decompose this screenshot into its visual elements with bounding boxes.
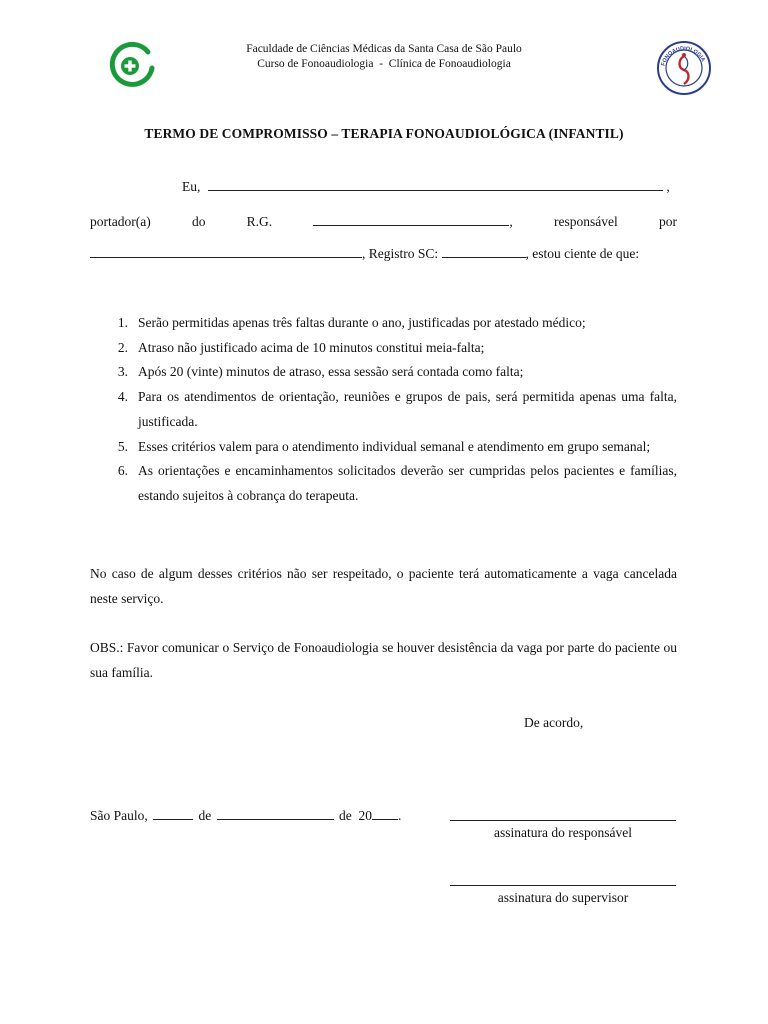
de-label-2: de 20 <box>335 808 373 823</box>
month-blank-field[interactable] <box>217 807 334 820</box>
seal-text: FONOAUDIOLOGIA <box>660 45 706 67</box>
list-item <box>90 459 677 508</box>
day-blank-field[interactable] <box>153 807 193 820</box>
name-blank-field[interactable] <box>208 178 663 191</box>
list-item-number: 6. <box>117 463 128 479</box>
list-item-number: 4. <box>117 389 128 405</box>
header-line-2: Curso de Fonoaudiologia - Clínica de Fonoaudiologia <box>257 58 511 70</box>
responsavel-signature-block <box>450 808 676 841</box>
list-item-number: 2. <box>117 339 128 355</box>
list-item <box>90 336 677 361</box>
document-title: TERMO DE COMPROMISSO – TERAPIA FONOAUDIOLÓGICA (INFANTIL) <box>144 126 624 141</box>
registro-label: , Registro SC: <box>362 246 442 261</box>
list-item-number: 3. <box>117 364 128 380</box>
rg-label: R.G. <box>246 214 273 229</box>
por-label: por <box>658 214 677 229</box>
de-label-1: de <box>195 808 215 823</box>
header-line-1: Faculdade de Ciências Médicas da Santa Casa de São Paulo <box>246 43 522 55</box>
list-item-text: Esses critérios valem para o atendimento individual semanal e atendimento em grupo semanal; <box>138 438 651 454</box>
list-item-number: 1. <box>117 315 128 330</box>
list-item <box>90 360 677 385</box>
year-blank-field[interactable] <box>372 807 398 820</box>
ciente-label: , estou ciente de que: <box>525 246 640 261</box>
list-item <box>90 311 677 336</box>
portador-label: portador(a) <box>90 214 151 229</box>
registro-blank-field[interactable] <box>442 245 526 258</box>
date-period: . <box>398 808 402 823</box>
responsavel-signature-line[interactable] <box>450 808 676 821</box>
rg-comma: , <box>509 214 513 229</box>
obs-paragraph: OBS.: Favor comunicar o Serviço de Fonoaudiologia se houver desistência da vaga por parte do paciente ou sua família. <box>90 640 677 680</box>
rules-list <box>90 311 677 509</box>
agreement-text: De acordo, <box>524 715 584 730</box>
list-item <box>90 385 677 434</box>
supervisor-signature-block <box>450 873 676 906</box>
list-item-text: Após 20 (vinte) minutos de atraso, essa sessão será contada como falta; <box>138 364 524 380</box>
list-item-text: Para os atendimentos de orientação, reuniões e grupos de pais, será permitida apenas uma falta, justificada. <box>138 389 677 429</box>
responsavel-signature-label: assinatura do responsável <box>494 825 632 840</box>
name-line <box>182 178 670 195</box>
fonoaudiologia-seal-icon <box>656 40 712 96</box>
responsavel-label: responsável <box>553 214 618 229</box>
patient-line <box>90 245 639 262</box>
rg-blank-field[interactable] <box>313 213 509 226</box>
comma-text: , <box>666 179 670 194</box>
list-item <box>90 435 677 460</box>
list-item-number: 5. <box>117 438 128 454</box>
rg-field-group <box>313 213 512 230</box>
rg-line <box>90 213 677 230</box>
cancellation-paragraph: No caso de algum desses critérios não ser respeitado, o paciente terá automaticamente a vaga cancelada neste serviço. <box>90 566 677 606</box>
patient-blank-field[interactable] <box>90 245 362 258</box>
date-line <box>90 807 401 824</box>
supervisor-signature-label: assinatura do supervisor <box>497 890 629 905</box>
list-item-text: As orientações e encaminhamentos solicitados deverão ser cumpridas pelos pacientes e famílias, estando sujeitos à cobrança do terapeuta. <box>138 463 677 503</box>
do-label: do <box>191 214 206 229</box>
list-item-text: Serão permitidas apenas três faltas durante o ano, justificadas por atestado médico; <box>138 315 586 330</box>
institution-header <box>0 42 768 72</box>
eu-label: Eu, <box>182 179 201 194</box>
supervisor-signature-line[interactable] <box>450 873 676 886</box>
list-item-text: Atraso não justificado acima de 10 minutos constitui meia-falta; <box>138 339 485 355</box>
city-label: São Paulo, <box>90 808 152 823</box>
